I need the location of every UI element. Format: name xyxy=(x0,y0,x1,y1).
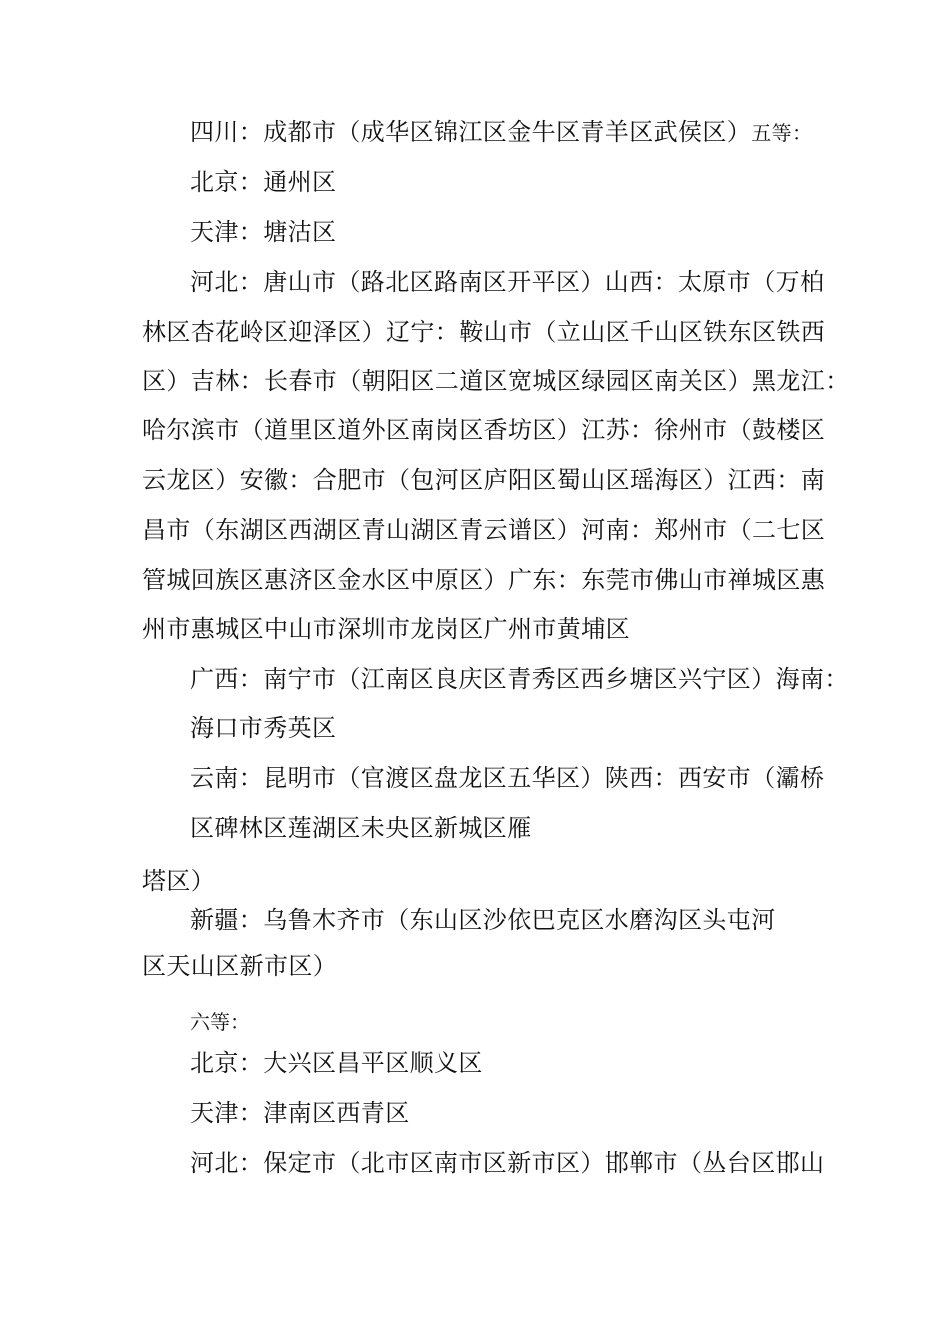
section-heading-five: 五等： xyxy=(751,121,813,145)
text-line: 州市惠城区中山市深圳市龙岗区广州市黄埔区 xyxy=(142,615,630,643)
text-line: 天津：津南区西青区 xyxy=(190,1099,410,1127)
text-line: 昌市（东湖区西湖区青山湖区青云谱区）河南：郑州市（二七区 xyxy=(142,516,826,544)
text-line: 海口市秀英区 xyxy=(190,714,337,742)
text-line: 天津：塘沽区 xyxy=(190,218,337,246)
text-line xyxy=(190,116,812,149)
text-line: 管城回族区惠济区金水区中原区）广东：东莞市佛山市禅城区惠 xyxy=(142,566,826,594)
text-line: 广西：南宁市（江南区良庆区青秀区西乡塘区兴宁区）海南： xyxy=(190,665,849,693)
text-line: 区天山区新市区） xyxy=(142,952,338,980)
text-line: 区）吉林：长春市（朝阳区二道区宽城区绿园区南关区）黑龙江： xyxy=(142,367,850,395)
text-line: 哈尔滨市（道里区道外区南岗区香坊区）江苏：徐州市（鼓楼区 xyxy=(142,416,826,444)
text-line-main: 四川：成都市（成华区锦江区金牛区青羊区武侯区） xyxy=(190,118,752,146)
text-line: 河北：保定市（北市区南市区新市区）邯郸市（丛台区邯山 xyxy=(190,1149,825,1177)
text-line: 河北：唐山市（路北区路南区开平区）山西：太原市（万柏 xyxy=(190,268,825,296)
text-line: 云南：昆明市（官渡区盘龙区五华区）陕西：西安市（灞桥 xyxy=(190,764,825,792)
section-heading-six: 六等： xyxy=(190,1010,250,1034)
text-line: 云龙区）安徽：合肥市（包河区庐阳区蜀山区瑶海区）江西：南 xyxy=(142,466,826,494)
text-line: 区碑林区莲湖区未央区新城区雁 xyxy=(190,814,532,842)
text-line: 新疆：乌鲁木齐市（东山区沙依巴克区水磨沟区头屯河 xyxy=(190,906,776,934)
text-line: 林区杏花岭区迎泽区）辽宁：鞍山市（立山区千山区铁东区铁西 xyxy=(142,318,826,346)
text-line: 北京：大兴区昌平区顺义区 xyxy=(190,1049,483,1077)
text-line: 北京：通州区 xyxy=(190,168,337,196)
text-line: 塔区） xyxy=(142,867,216,895)
